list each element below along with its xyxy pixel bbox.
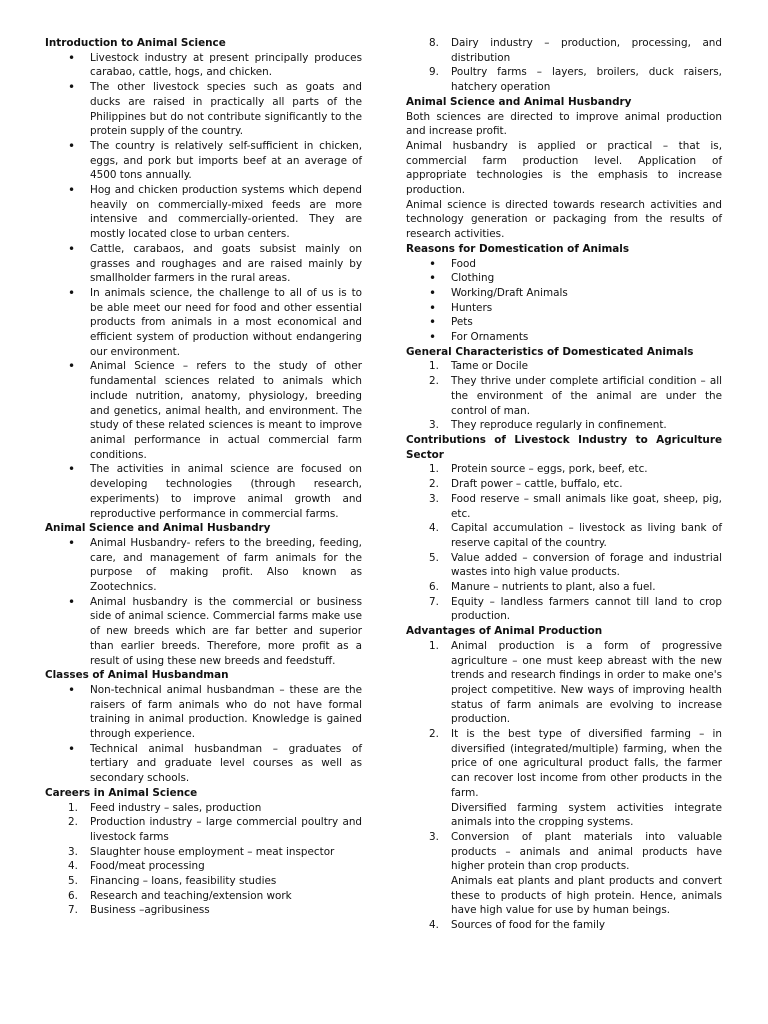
list-item [429,65,722,94]
list-number: 6. [68,889,78,902]
paragraph: Animal husbandry is applied or practical – that is, commercial farm production level. Application of appropriate technologies is the emphasis to increase production. [406,139,722,197]
section-heading: General Characteristics of Domesticated Animals [406,345,694,358]
list-item: • The country is relatively self-sufficient in chicken, eggs, and pork but imports beef at an average of 4500 tons annually. [90,139,362,183]
list-number: 7. [68,904,78,917]
section-heading: Advantages of Animal Production [406,625,603,638]
numbered-list [406,462,722,624]
list-item-text: Food/meat processing [90,860,205,873]
list-item [68,801,362,816]
list-item-text: Protein source – eggs, pork, beef, etc. [451,463,648,476]
list-number: 3. [429,419,439,432]
list-item-text: Dairy industry – production, processing, and distribution [451,37,722,64]
list-number: 4. [68,860,78,873]
list-item-text: Poultry farms – layers, broilers, duck raisers, hatchery operation [451,66,722,94]
list-number: 7. [429,595,439,608]
list-number: 3. [429,830,439,843]
list-item-text: Animal production is a form of progressive agriculture – one must keep abreast with the new trends and research findings in order to make one's project competitive. New ways of improving health status of farm animals are evolving to increase production. [451,639,722,726]
list-number: 5. [429,551,439,564]
section-heading: Animal Science and Animal Husbandry [406,95,632,108]
list-number: 3. [429,492,439,505]
list-item [68,889,362,904]
numbered-list [406,639,722,933]
list-number: 3. [68,845,78,858]
list-item [429,580,722,595]
list-item: • Working/Draft Animals [451,286,722,301]
list-item-text: Financing – loans, feasibility studies [90,875,277,888]
numbered-list-continued [406,36,722,95]
list-item: • The activities in animal science are focused on developing technologies (through research, experiments) to improve animal growth and reproductive performance in commercial farms. [90,462,362,521]
list-item [429,374,722,418]
list-item [429,830,722,918]
list-item: • The other livestock species such as goats and ducks are raised in practically all parts of the Philippines but do not contribute significantly to the protein supply of the country. [90,80,362,139]
list-item [429,727,722,830]
list-item: • Animal Science – refers to the study of other fundamental sciences related to animals which include nutrition, anatomy, physiology, breeding and genetics, animal health, and environment. The study of these related sciences is meant to improve animal performance in actual commercial farm conditions. [90,359,362,462]
list-item [429,639,722,727]
list-item: • Food [451,257,722,272]
list-item [429,477,722,492]
list-item: • Non-technical animal husbandman – these are the raisers of farm animals who do not have formal training in animal production. Knowledge is gained through experience. [90,683,362,742]
list-item: • Livestock industry at present principally produces carabao, cattle, hogs, and chicken. [90,51,362,80]
list-item-text: Feed industry – sales, production [90,801,262,814]
list-item: • In animals science, the challenge to all of us is to be able meet our need for food and other essential products from animals in a most economical and efficient system of production without endangering our environment. [90,286,362,360]
list-item-subparagraph: Diversified farming system activities integrate animals into the cropping systems. [451,801,722,829]
list-item [429,918,722,933]
list-item [429,359,722,374]
section-heading: Contributions of Livestock Industry to Agriculture Sector [406,433,722,461]
list-item [68,859,362,874]
list-item [429,595,722,624]
list-item: • Pets [451,315,722,330]
list-number: 1. [429,360,439,373]
right-column [406,36,722,933]
list-item-text: They thrive under complete artificial condition – all the environment of the animal are under the control of man. [451,375,722,417]
list-item [429,492,722,521]
list-number: 4. [429,522,439,535]
list-item-text: Draft power – cattle, buffalo, etc. [451,478,623,491]
bullet-list [406,257,722,345]
list-number: 2. [429,728,439,741]
list-item: • Hunters [451,301,722,316]
list-number: 5. [68,875,78,888]
list-item-text: Sources of food for the family [451,919,606,932]
list-item: • Animal Husbandry- refers to the breeding, feeding, care, and management of farm animals for the purpose of making profit. Also known as Zootechnics. [90,536,362,595]
list-item [68,874,362,889]
list-number: 1. [429,463,439,476]
list-item [68,815,362,844]
left-column [45,36,362,918]
section-heading: Introduction to Animal Science [45,37,226,49]
list-item [429,551,722,580]
section-heading: Classes of Animal Husbandman [45,669,229,682]
numbered-list [406,359,722,433]
list-item-text: Business –agribusiness [90,904,210,917]
list-item-text: It is the best type of diversified farming – in diversified (integrated/multiple) farming, when the price of one agricultural product falls, the farmer can recover lost income from other products in the farm. [451,728,722,799]
list-item [68,845,362,860]
numbered-list [45,801,362,919]
list-item-text: Manure – nutrients to plant, also a fuel. [451,581,656,594]
section-heading: Animal Science and Animal Husbandry [45,522,271,535]
list-item-text: They reproduce regularly in confinement. [451,419,667,432]
bullet-list [45,683,362,786]
list-number: 2. [68,816,78,829]
list-item-text: Value added – conversion of forage and industrial wastes into high value products. [451,551,722,579]
list-item: • For Ornaments [451,330,722,345]
list-item [429,36,722,65]
list-number: 6. [429,581,439,594]
bullet-list [45,536,362,668]
list-item-text: Capital accumulation – livestock as living bank of reserve capital of the country. [451,522,722,549]
list-item: • Clothing [451,271,722,286]
bullet-list [45,51,362,522]
list-number: 9. [429,66,439,79]
list-number: 2. [429,375,439,388]
list-item-text: Food reserve – small animals like goat, sheep, pig, etc. [451,492,722,520]
list-item [429,462,722,477]
list-item-text: Production industry – large commercial poultry and livestock farms [90,816,362,843]
list-item-text: Tame or Docile [451,360,528,373]
list-item-text: Slaughter house employment – meat inspector [90,845,335,858]
list-item-text: Research and teaching/extension work [90,889,292,902]
list-number: 4. [429,919,439,932]
list-item: • Animal husbandry is the commercial or business side of animal science. Commercial farms make use of new breeds which are far better and superior than earlier breeds. Therefore, more profit as a result of using these new breeds and feedstuff. [90,595,362,669]
list-item [429,521,722,550]
list-item [68,903,362,918]
list-item-subparagraph: Animals eat plants and plant products and convert these to products of high protein. Hence, animals have high value for use by human beings. [451,875,722,917]
list-item: • Technical animal husbandman – graduates of tertiary and graduate level courses as well as secondary schools. [90,742,362,786]
section-heading: Careers in Animal Science [45,786,198,799]
list-item-text: Conversion of plant materials into valuable products – animals and animal products have higher protein than crop products. [451,830,722,873]
list-number: 2. [429,478,439,491]
paragraph: Animal science is directed towards research activities and technology generation or packaging from the results of research activities. [406,198,722,241]
paragraph: Both sciences are directed to improve animal production and increase profit. [406,110,722,138]
list-item-text: Equity – landless farmers cannot till land to crop production. [451,595,722,623]
list-number: 1. [429,639,439,652]
list-number: 8. [429,37,439,49]
list-item: • Cattle, carabaos, and goats subsist mainly on grasses and roughages and are raised mainly by smallholder farmers in the rural areas. [90,242,362,286]
section-heading: Reasons for Domestication of Animals [406,242,630,255]
list-number: 1. [68,801,78,814]
list-item: • Hog and chicken production systems which depend heavily on commercially-mixed feeds are more intensive and commercially-oriented. They are mostly located close to urban centers. [90,183,362,242]
list-item [429,418,722,433]
